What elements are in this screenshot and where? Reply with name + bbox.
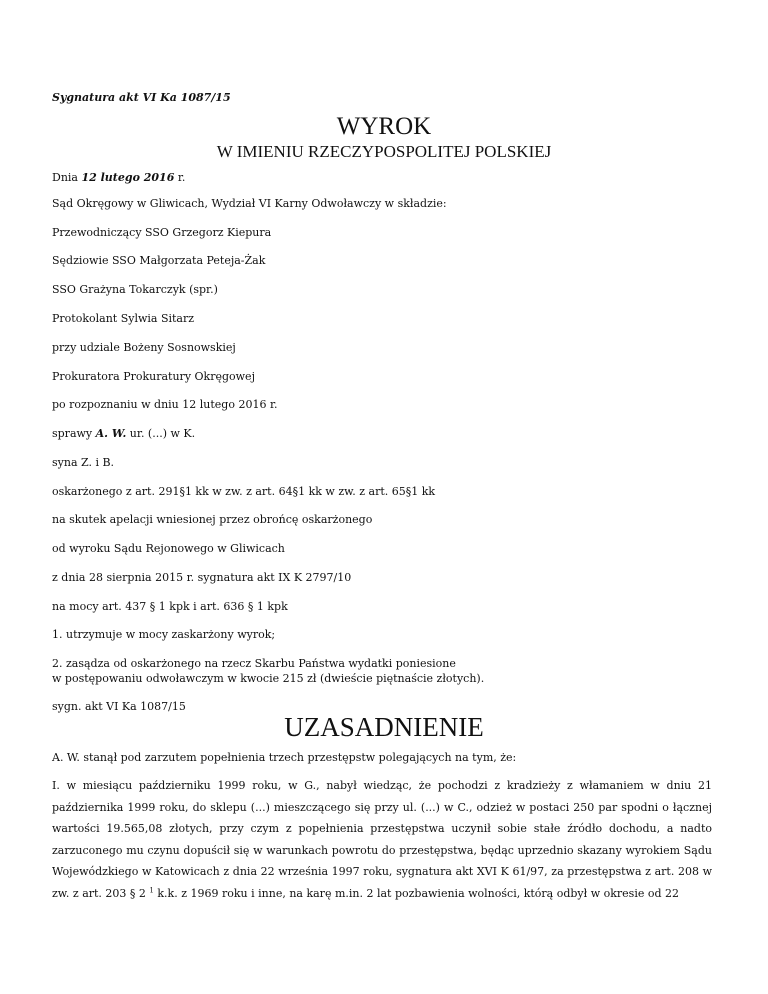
presiding-judge: Przewodniczący SSO Grzegorz Kiepura	[52, 226, 272, 239]
case-prefix: sprawy	[52, 427, 96, 440]
judgment-date-line	[52, 170, 185, 186]
hearing-date: po rozpoznaniu w dniu 12 lutego 2016 r.	[52, 398, 278, 411]
ruling-point-2a: 2. zasądza od oskarżonego na rzecz Skarbu Państwa wydatki poniesione	[52, 657, 456, 670]
judgment-subtitle: W IMIENIU RZECZYPOSPOLITEJ POLSKIEJ	[216, 142, 552, 161]
appeal-line: na skutek apelacji wniesionej przez obrońcę oskarżonego	[52, 513, 373, 526]
judgment-date-ref: z dnia 28 sierpnia 2015 r. sygnatura akt IX K 2797/10	[52, 571, 352, 584]
legal-basis: na mocy art. 437 § 1 kpk i art. 636 § 1 kpk	[52, 600, 288, 613]
ruling-point-1: 1. utrzymuje w mocy zaskarżony wyrok;	[52, 628, 276, 641]
date-suffix: r.	[174, 171, 186, 184]
justification-title: UZASADNIENIE	[284, 712, 484, 742]
ruling-point-2b: w postępowaniu odwoławczym w kwocie 215 zł (dwieście piętnaście złotych).	[52, 672, 485, 685]
case-line	[52, 426, 195, 442]
judgment-title: WYROK	[336, 113, 432, 140]
parents-line: syna Z. i B.	[52, 456, 115, 469]
date-prefix: Dnia	[52, 171, 82, 184]
defendant-name: A. W.	[95, 427, 127, 440]
judges: Sędziowie SSO Małgorzata Peteja-Żak	[52, 254, 266, 267]
from-judgment-line: od wyroku Sądu Rejonowego w Gliwicach	[52, 542, 285, 555]
signature-header: Sygnatura akt VI Ka 1087/15	[52, 91, 231, 104]
charge-1-tail: k.k. z 1969 roku i inne, na karę m.in. 2 lat pozbawienia wolności, którą odbył w okresie od 22	[153, 886, 680, 900]
case-suffix: ur. (...) w K.	[126, 427, 196, 440]
prosecutor: Prokuratora Prokuratury Okręgowej	[52, 370, 255, 383]
charge-1-text: I. w miesiącu październiku 1999 roku, w G., nabył wiedząc, że pochodzi z kradzieży z włamaniem w dniu 21 października 1999 roku, do sklepu (...) mieszczącego się przy ul. (...) w C., odzież w postaci 250 par spodni o łącznej wartości 19.565,08 złotych, przy czym z popełnienia przestępstwa uczynił sobie stałe źródło dochodu, a nadto zarzuconego mu czynu dopuścił się w warunkach powrotu do przestępstwa, będąc uprzednio skazany wyrokiem Sądu Wojewódzkiego w Katowicach z dnia 22 września 1997 roku, sygnatura akt XVI K 61/97, za przestępstwa z art. 208 w zw. z art. 203 § 2	[52, 779, 712, 900]
charge-1-superscript: 1	[149, 885, 154, 894]
court-composition: Sąd Okręgowy w Gliwicach, Wydział VI Karny Odwoławczy w składzie:	[52, 197, 447, 210]
court-clerk: Protokolant Sylwia Sitarz	[52, 312, 195, 325]
justification-intro: A. W. stanął pod zarzutem popełnienia trzech przestępstw polegających na tym, że:	[52, 751, 517, 764]
charges-line: oskarżonego z art. 291§1 kk w zw. z art. 64§1 kk w zw. z art. 65§1 kk	[52, 485, 436, 498]
judge-reporting: SSO Grażyna Tokarczyk (spr.)	[52, 283, 218, 296]
charge-1-paragraph	[52, 775, 712, 904]
judgment-date: 12 lutego 2016	[81, 171, 175, 184]
case-signature: sygn. akt VI Ka 1087/15	[52, 700, 186, 713]
participation: przy udziale Bożeny Sosnowskiej	[52, 341, 236, 354]
